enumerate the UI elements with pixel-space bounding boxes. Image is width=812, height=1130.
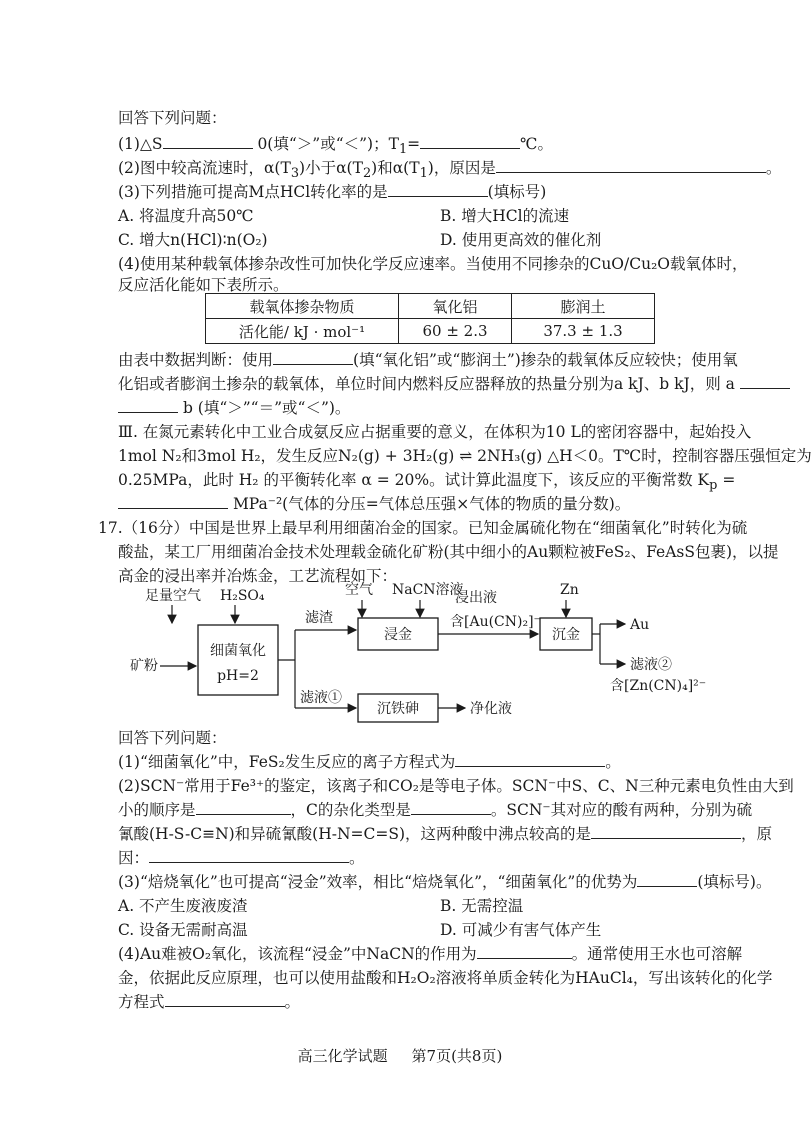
- part3-line3: [118, 470, 735, 496]
- s1-part: (1)“细菌氧化”中，FeS₂发生反应的离子方程式为: [118, 753, 456, 771]
- q1-part: =: [407, 135, 421, 153]
- q3-part: (填标号): [487, 183, 547, 201]
- flow-ph-label: pH=2: [217, 668, 259, 684]
- question-17-line3: 高金的浸出率并冶炼金，工艺流程如下：: [118, 567, 398, 585]
- flow-slag-label: 滤渣: [305, 610, 333, 626]
- q4b-part: b (填“＞”“＝”或“＜”)。: [182, 399, 351, 417]
- answer-blank[interactable]: [637, 872, 697, 887]
- s2-part: ，C的杂化类型是: [290, 801, 411, 819]
- question-4-line1: (4)使用某种载氧体掺杂改性可加快化学反应速率。当使用不同掺杂的CuO/Cu₂O载氧体时，: [118, 255, 748, 273]
- sub-question-3: [118, 872, 771, 892]
- q4b-part: 由表中数据判断：使用: [118, 351, 274, 369]
- flow-zn-label: Zn: [560, 582, 579, 598]
- flow-air-label: 足量空气: [145, 588, 201, 604]
- flow-nacn-label: NaCN溶液: [392, 582, 464, 598]
- flow-leachate2-label: 含[Au(CN)₂]⁻: [450, 614, 541, 630]
- part3-line2: 1mol N₂和3mol H₂，发生反应N₂(g) + 3H₂(g) ⇌ 2NH₃(g) △H＜0。T℃时，控制容器压强恒定为: [118, 447, 812, 465]
- s2-part: 因：: [118, 849, 150, 867]
- question-4b-line1: [118, 350, 738, 370]
- question-17-line2: 酸盐，某工厂用细菌冶金技术处理载金硫化矿粉(其中细小的Au颗粒被FeS₂、FeAsS包裹)，以提: [118, 543, 779, 561]
- sub-question-4-line1: [118, 944, 742, 964]
- page-footer: [0, 1045, 800, 1066]
- s4-part: 。: [284, 993, 301, 1011]
- s3-option-a: A. 不产生废液废渣: [118, 897, 248, 915]
- q2-part: )和α(T: [371, 159, 420, 177]
- s2-part: 氰酸(H-S-C≡N)和异硫氰酸(H-N=C=S)，这两种酸中沸点较高的是: [118, 825, 592, 843]
- option-a: A. 将温度升高50℃: [118, 207, 254, 225]
- s4-part: (4)Au难被O₂氧化，该流程“浸金”中NaCN的作用为: [118, 945, 477, 963]
- table-header: 载氧体掺杂物质: [206, 294, 399, 319]
- p3-part: p: [709, 478, 718, 494]
- s1-part: 。: [605, 753, 621, 771]
- flow-bact-label: 细菌氧化: [210, 643, 266, 659]
- question-3: [118, 182, 546, 202]
- q2-part: )小于α(T: [299, 159, 363, 177]
- flow-precip-label: 沉金: [552, 627, 580, 643]
- question-4-line2: 反应活化能如下表所示。: [118, 276, 289, 294]
- s4-part: 方程式: [118, 993, 165, 1011]
- process-flow-diagram: [130, 580, 707, 720]
- part3-line1: Ⅲ. 在氮元素转化中工业合成氨反应占据重要的意义，在体积为10 L的密闭容器中，起始投入: [118, 423, 752, 441]
- question-2: (2)图中较高流速时，$\alpha(T_3)$小于$\alpha(T_2)$和$\alpha(T_1)$，原因是 。: [118, 159, 782, 182]
- s2-part: 。: [349, 849, 365, 867]
- answer-blank[interactable]: [477, 944, 572, 959]
- q2-part: 。: [765, 159, 782, 177]
- answer-blank[interactable]: [740, 374, 790, 389]
- s2-part: ，原: [741, 825, 773, 843]
- answer-blank[interactable]: [420, 134, 520, 149]
- s3-option-d: D. 可减少有害气体产生: [440, 921, 602, 939]
- s4-part: 。通常使用王水也可溶解: [571, 945, 743, 963]
- answer-blank[interactable]: [273, 350, 353, 365]
- option-d: D. 使用更高效的催化剂: [440, 231, 602, 249]
- sub-question-4-line3: [118, 992, 300, 1012]
- answer-blank[interactable]: [455, 752, 605, 767]
- table-row: [206, 319, 655, 344]
- flow-filtrate2-label: 滤液②: [630, 657, 672, 673]
- question-1: (1)△S 0(填“＞”或“＜”)；$T_1=$ ℃。: [118, 135, 553, 158]
- part3-line4: [118, 494, 630, 514]
- p3-part: MPa⁻²(气体的分压=气体总压强×气体的物质的量分数)。: [232, 495, 631, 513]
- option-c: C. 增大n(HCl)∶n(O₂): [118, 231, 268, 249]
- table-header: 氧化铝: [399, 294, 512, 319]
- answer-blank[interactable]: [165, 992, 285, 1007]
- table-row: [206, 294, 655, 319]
- question-4b-line2: [118, 374, 790, 394]
- s3-option-b: B. 无需控温: [440, 897, 524, 915]
- answer-blank[interactable]: [196, 800, 291, 815]
- flow-clean-label: 净化液: [470, 701, 512, 717]
- s2-part: 小的顺序是: [118, 801, 196, 819]
- flow-ore-label: 矿粉: [130, 658, 158, 674]
- sub-question-2-line4: [118, 848, 365, 868]
- q3-part: (3)下列措施可提高M点HCl转化率的是: [118, 183, 388, 201]
- answer-blank[interactable]: [118, 494, 228, 509]
- answer-blank[interactable]: [163, 134, 253, 149]
- q2-part: (2)图中较高流速时，α(T: [118, 159, 291, 177]
- answer-blank[interactable]: [149, 848, 349, 863]
- flow-arsenic-label: 沉铁砷: [377, 701, 419, 717]
- flow-filtrate2b-label: 含[Zn(CN)₄]²⁻: [610, 678, 707, 694]
- footer-subject: 高三化学试题: [297, 1047, 388, 1065]
- table-cell: 活化能/ kJ · mol⁻¹: [206, 319, 399, 344]
- activation-energy-table: [205, 293, 655, 344]
- q1-part: 0(填“＞”或“＜”)；T: [257, 135, 399, 153]
- s3-option-c: C. 设备无需耐高温: [118, 921, 248, 939]
- q4b-part: 化铝或者膨润土掺杂的载氧体，单位时间内燃料反应器释放的热量分别为a kJ、b kJ，则 a: [118, 375, 735, 393]
- question-17-line1: 17.（16分）中国是世界上最早利用细菌冶金的国家。已知金属硫化物在“细菌氧化”时转化为硫: [98, 519, 748, 537]
- answer-blank[interactable]: [388, 182, 488, 197]
- answer-blank[interactable]: [411, 800, 491, 815]
- sub-question-1: [118, 752, 621, 772]
- flow-leachate-label: 浸出液: [455, 590, 497, 606]
- sub-question-4-line2: 金，依据此反应原理，也可以使用盐酸和H₂O₂溶液将单质金转化为HAuCl₄，写出该转化的化学: [118, 969, 773, 987]
- footer-page-number: 第7页(共8页): [411, 1047, 503, 1065]
- table-cell: 37.3 ± 1.3: [512, 319, 655, 344]
- answer-blank[interactable]: [118, 398, 178, 413]
- table-header: 膨润土: [512, 294, 655, 319]
- q1-part: ℃。: [520, 135, 553, 153]
- s3-part: (填标号)。: [697, 873, 772, 891]
- q2-part: )，原因是: [427, 159, 496, 177]
- p3-part: =: [717, 471, 736, 489]
- q1-part: (1)△S: [118, 135, 163, 153]
- sub-question-2-line3: [118, 824, 772, 844]
- table-cell: 60 ± 2.3: [399, 319, 512, 344]
- answer-blank[interactable]: [496, 158, 766, 173]
- sub-question-2-line1: (2)SCN⁻常用于Fe³⁺的鉴定，该离子和CO₂是等电子体。SCN⁻中S、C、N三种元素电负性由大到: [118, 777, 794, 795]
- answer-blank[interactable]: [591, 824, 741, 839]
- s3-part: (3)“焙烧氧化”也可提高“浸金”效率，相比“焙烧氧化”，“细菌氧化”的优势为: [118, 873, 638, 891]
- flow-leach-label: 浸金: [384, 627, 412, 643]
- intro-text: 回答下列问题：: [118, 109, 227, 127]
- p3-part: 0.25MPa，此时 H₂ 的平衡转化率 α = 20%。试计算此温度下，该反应的平衡常数 K: [118, 471, 710, 489]
- intro2-text: 回答下列问题：: [118, 729, 227, 747]
- option-b: B. 增大HCl的流速: [440, 207, 570, 225]
- s2-part: 。SCN⁻其对应的酸有两种，分别为硫: [490, 801, 753, 819]
- question-4b-line3: [118, 398, 350, 418]
- flow-air2-label: 空气: [345, 582, 373, 598]
- q4b-part: (填“氧化铝”或“膨润土”)掺杂的载氧体反应较快；使用氧: [353, 351, 738, 369]
- bacterial-oxidation-box: [198, 625, 278, 695]
- flow-au-label: Au: [630, 617, 650, 633]
- flow-h2so4-label: H₂SO₄: [220, 588, 265, 604]
- sub-question-2-line2: [118, 800, 752, 820]
- flow-filtrate1-label: 滤液①: [300, 690, 342, 706]
